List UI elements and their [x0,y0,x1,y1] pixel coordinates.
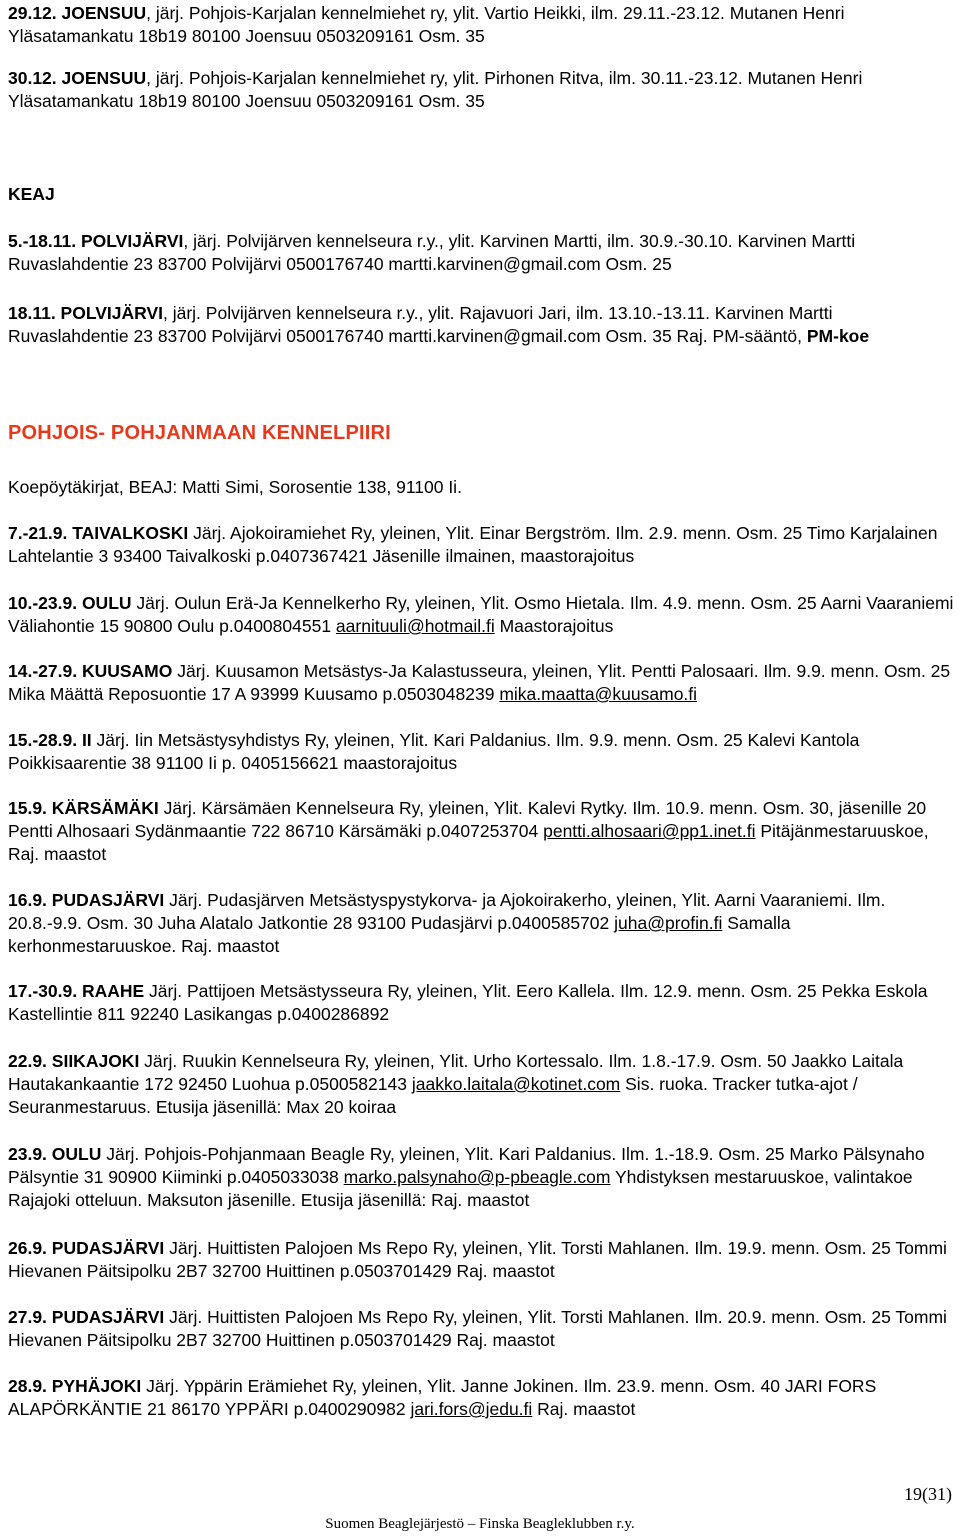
event-date-place: 27.9. PUDASJÄRVI [8,1307,165,1327]
event-date-place: 26.9. PUDASJÄRVI [8,1238,165,1258]
event-details: Järj. Huittisten Palojoen Ms Repo Ry, yleinen, Ylit. Torsti Mahlanen. Ilm. 19.9. menn. Osm. 25 Tommi Hievanen Päitsipolku 2B7 32700 Huittinen p.0503701429 Raj. maastot [8,1238,947,1281]
event-date-place: 30.12. JOENSUU [8,68,147,88]
event-details: Järj. Pohjois-Pohjanmaan Beagle Ry, yleinen, Ylit. Kari Paldanius. Ilm. 1.-18.9. Osm. 25 Marko Pälsynaho Pälsyntie 31 90900 Kiiminki p.0405033038 [8,1144,925,1187]
event-details: Järj. Kärsämäen Kennelseura Ry, yleinen, Ylit. Kalevi Rytky. Ilm. 10.9. menn. Osm. 30, jäsenille 20 Pentti Alhosaari Sydänmaantie 722 86710 Kärsämäki p.0407253704 [8,798,927,841]
email-link[interactable]: juha@profin.fi [614,913,723,933]
email-link[interactable]: mika.maatta@kuusamo.fi [499,684,698,704]
event-details: Järj. Huittisten Palojoen Ms Repo Ry, yleinen, Ylit. Torsti Mahlanen. Ilm. 20.9. menn. Osm. 25 Tommi Hievanen Päitsipolku 2B7 32700 Huittinen p.0503701429 Raj. maastot [8,1307,947,1350]
email-link[interactable]: jari.fors@jedu.fi [410,1399,533,1419]
event-details-after: Sis. ruoka. Tracker tutka-ajot / Seuranmestaruus. Etusija jäsenillä: Max 20 koiraa [8,1074,858,1117]
event-entry [8,1050,954,1119]
section-heading-keaj: KEAJ [8,184,55,204]
event-entry [8,1375,954,1421]
event-date-place: 10.-23.9. OULU [8,593,132,613]
event-entry [8,2,954,48]
event-entry [8,1306,954,1352]
event-details: , järj. Polvijärven kennelseura r.y., ylit. Rajavuori Jari, ilm. 13.10.-13.11. Karvinen Martti Ruvaslahdentie 23 83700 Polvijärvi 0500176740 martti.karvinen@gmail.com Osm. 35 Raj. PM-sääntö, [8,303,833,346]
email-link[interactable]: pentti.alhosaari@pp1.inet.fi [543,821,756,841]
event-details: Järj. Pattijoen Metsästysseura Ry, yleinen, Ylit. Eero Kallela. Ilm. 12.9. menn. Osm. 25 Pekka Eskola Kastellintie 811 92240 Lasikangas p.0400286892 [8,981,928,1024]
event-entry [8,1237,954,1283]
event-date-place: 14.-27.9. KUUSAMO [8,661,173,681]
event-details: , järj. Pohjois-Karjalan kennelmiehet ry, ylit. Vartio Heikki, ilm. 29.11.-23.12. Mutanen Henri Yläsatamankatu 18b19 80100 Joensuu 0503209161 Osm. 35 [8,3,845,46]
event-entry [8,230,954,276]
event-details: Järj. Pudasjärven Metsästyspystykorva- ja Ajokoirakerho, yleinen, Ylit. Aarni Vaaraniemi. Ilm. 20.8.-9.9. Osm. 30 Juha Alatalo Jatkontie 28 93100 Pudasjärvi p.0400585702 [8,890,886,933]
region-title: POHJOIS- POHJANMAAN KENNELPIIRI [8,422,391,444]
event-details: Järj. Oulun Erä-Ja Kennelkerho Ry, yleinen, Ylit. Osmo Hietala. Ilm. 4.9. menn. Osm. 25 Aarni Vaaraniemi Väliahontie 15 90800 Oulu p.0400804551 [8,593,954,636]
event-entry [8,302,954,348]
event-date-place: 28.9. PYHÄJOKI [8,1376,142,1396]
email-link[interactable]: jaakko.laitala@kotinet.com [411,1074,621,1094]
event-date-place: 17.-30.9. RAAHE [8,981,145,1001]
event-details-after: Raj. maastot [532,1399,636,1419]
event-entry [8,797,954,866]
koepoytakirjat-note: Koepöytäkirjat, BEAJ: Matti Simi, Sorosentie 138, 91100 Ii. [8,477,462,497]
email-link[interactable]: aarnituuli@hotmail.fi [335,616,495,636]
event-entry [8,592,954,638]
event-date-place: 15.9. KÄRSÄMÄKI [8,798,159,818]
event-details-after: Yhdistyksen mestaruuskoe, valintakoe Rajajoki otteluun. Maksuton jäsenille. Etusija jäsenillä: Raj. maastot [8,1167,913,1210]
event-details: Järj. Iin Metsästysyhdistys Ry, yleinen, Ylit. Kari Paldanius. Ilm. 9.9. menn. Osm. 25 Kalevi Kantola Poikkisaarentie 38 91100 Ii p. 0405156621 maastorajoitus [8,730,860,773]
event-tail: PM-koe [806,326,870,346]
page-number: 19(31) [904,1484,952,1504]
event-date-place: 5.-18.11. POLVIJÄRVI [8,231,184,251]
event-entry [8,67,954,113]
event-details-after: Maastorajoitus [494,616,614,636]
event-details-after: Samalla kerhonmestaruuskoe. Raj. maastot [8,913,791,956]
event-entry [8,522,954,568]
event-details: , järj. Polvijärven kennelseura r.y., ylit. Karvinen Martti, ilm. 30.9.-30.10. Karvinen Martti Ruvaslahdentie 23 83700 Polvijärvi 0500176740 martti.karvinen@gmail.com Osm. 25 [8,231,856,274]
page-footer: Suomen Beaglejärjestö – Finska Beagleklubben r.y. [325,1516,635,1532]
event-date-place: 15.-28.9. II [8,730,92,750]
event-date-place: 23.9. OULU [8,1144,102,1164]
event-date-place: 7.-21.9. TAIVALKOSKI [8,523,189,543]
event-details: Järj. Kuusamon Metsästys-Ja Kalastusseura, yleinen, Ylit. Pentti Palosaari. Ilm. 9.9. menn. Osm. 25 Mika Määttä Reposuontie 17 A 93999 Kuusamo p.0503048239 [8,661,951,704]
event-details: Järj. Ruukin Kennelseura Ry, yleinen, Ylit. Urho Kortessalo. Ilm. 1.8.-17.9. Osm. 50 Jaakko Laitala Hautakankaantie 172 92450 Luohua p.0500582143 [8,1051,904,1094]
event-entry [8,729,954,775]
event-date-place: 29.12. JOENSUU [8,3,147,23]
event-entry [8,889,954,958]
event-details: Järj. Yppärin Erämiehet Ry, yleinen, Ylit. Janne Jokinen. Ilm. 23.9. menn. Osm. 40 JARI FORS ALAPÖRKÄNTIE 21 86170 YPPÄRI p.0400290982 [8,1376,877,1419]
event-entry [8,1143,954,1212]
event-date-place: 18.11. POLVIJÄRVI [8,303,163,323]
event-entry [8,980,954,1026]
event-date-place: 22.9. SIIKAJOKI [8,1051,140,1071]
email-link[interactable]: marko.palsynaho@p-pbeagle.com [343,1167,611,1187]
event-date-place: 16.9. PUDASJÄRVI [8,890,165,910]
event-details-after: Pitäjänmestaruuskoe, Raj. maastot [8,821,929,864]
event-details: Järj. Ajokoiramiehet Ry, yleinen, Ylit. Einar Bergström. Ilm. 2.9. menn. Osm. 25 Timo Karjalainen Lahtelantie 3 93400 Taivalkoski p.0407367421 Jäsenille ilmainen, maastorajoitus [8,523,938,566]
event-details: , järj. Pohjois-Karjalan kennelmiehet ry, ylit. Pirhonen Ritva, ilm. 30.11.-23.12. Mutanen Henri Yläsatamankatu 18b19 80100 Joensuu 0503209161 Osm. 35 [8,68,863,111]
event-entry [8,660,954,706]
